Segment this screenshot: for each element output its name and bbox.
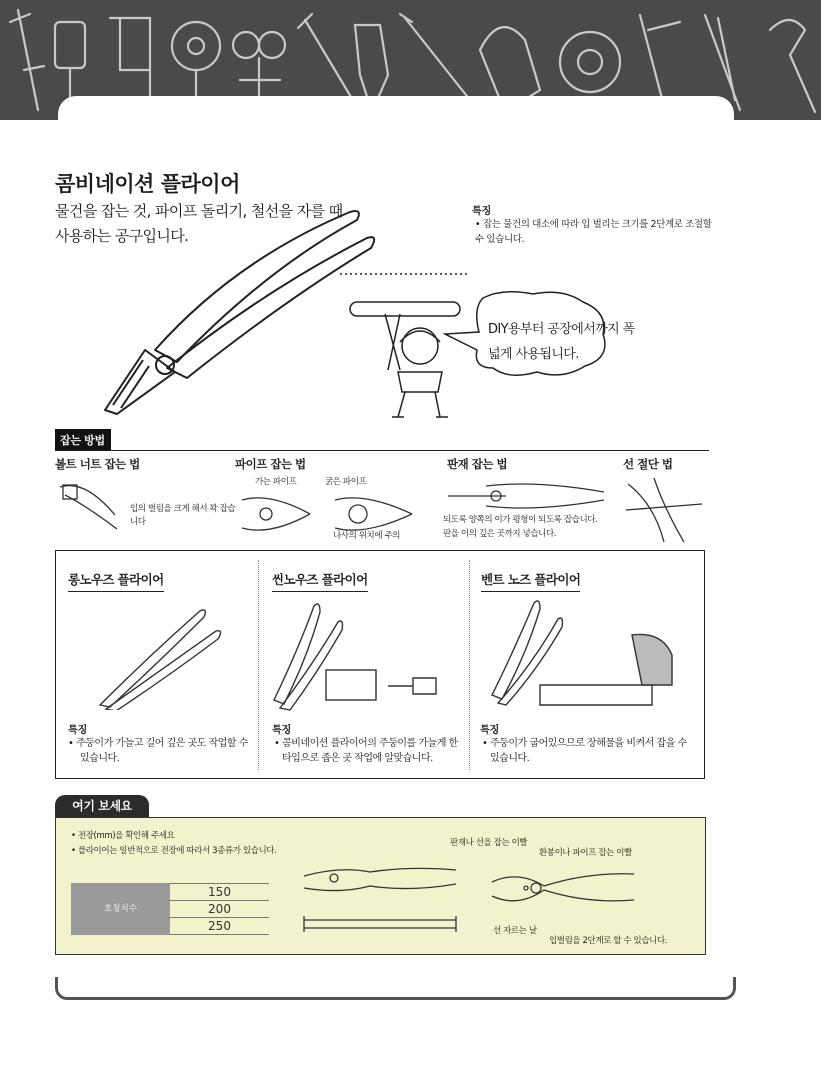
type-thinnose-bullet: •	[274, 738, 280, 749]
banner-card	[58, 96, 734, 136]
size-value-250: 250	[170, 918, 269, 935]
type-bentnose-desc	[482, 736, 702, 766]
methods-badge: 잡는 방법	[55, 429, 111, 451]
bentnose-plier-illustration	[482, 595, 682, 715]
type-longnose-title: 롱노우즈 플라이어	[68, 570, 164, 592]
callout-round-pipe: 환봉이나 파이프 잡는 이빨	[539, 848, 632, 858]
type-longnose-desc-1: 주둥이가 가늘고 길어 깊은 곳도 작업할 수	[76, 738, 248, 749]
plate-grip-illustration	[446, 478, 606, 514]
method-wire-title: 선 절단 법	[623, 457, 673, 471]
size-table	[71, 883, 269, 935]
type-thinnose-desc-2: 타입으로 좁은 곳 작업에 알맞습니다.	[282, 753, 433, 764]
method-bolt-title: 볼트 너트 잡는 법	[55, 457, 140, 471]
bubble-text: DIY용부터 공장에서까지 폭넓게 사용됩니다.	[488, 322, 635, 362]
type-bentnose-bullet: •	[482, 738, 488, 749]
type-longnose-bullet: •	[68, 738, 74, 749]
type-bentnose-title: 벤트 노즈 플라이어	[481, 570, 580, 592]
wire-cut-illustration	[624, 474, 704, 544]
type-longnose-feature-title: 특징	[68, 725, 88, 736]
method-plate-note-2: 판을 이의 깊은 곳까지 넣습니다.	[443, 529, 557, 539]
feature-text	[475, 217, 720, 247]
feature-bullet: •	[475, 219, 481, 230]
page-subtitle: 물건을 잡는 것, 파이프 돌리기, 철선을 자를 때 사용하는 공구입니다.	[55, 202, 343, 245]
feature-title: 특징	[472, 206, 492, 217]
methods-divider	[55, 450, 709, 451]
method-bolt-note: 입의 벌림을 크게 해서 꽉 잡습니다	[130, 504, 236, 527]
footer-frame	[55, 977, 736, 1000]
callout-cutter: 선 자르는 날	[493, 926, 537, 936]
plier-length-illustration	[300, 862, 460, 937]
type-bentnose-desc-2: 있습니다.	[490, 753, 530, 764]
size-label: 호칭치수	[71, 883, 170, 935]
look-here-note-2: • 플라이어는 일반적으로 전장에 따라서 3종류가 있습니다.	[71, 846, 277, 856]
callout-plate-wire: 판재나 선을 잡는 이빨	[450, 838, 528, 848]
method-plate-title: 판재 잡는 법	[447, 457, 508, 471]
longnose-plier-illustration	[90, 605, 225, 710]
types-separator	[258, 560, 259, 770]
method-pipe-title: 파이프 잡는 법	[235, 457, 306, 471]
type-bentnose-desc-1: 주둥이가 굽어있으므로 장해물을 비켜서 잡을 수	[490, 738, 687, 749]
method-pipe-thin-label: 가는 파이프	[255, 477, 297, 487]
type-longnose-desc-2: 있습니다.	[80, 753, 120, 764]
callout-two-step: 입벌림을 2단계로 할 수 있습니다.	[549, 936, 668, 946]
types-separator	[469, 560, 470, 770]
size-value-150: 150	[170, 884, 269, 901]
type-thinnose-feature-title: 특징	[272, 725, 292, 736]
plier-parts-illustration	[488, 860, 638, 920]
method-pipe-note: 나사의 위치에 주의	[333, 531, 401, 541]
look-here-tab: 여기 보세요	[55, 795, 149, 818]
method-pipe-thick-label: 굵은 파이프	[325, 477, 367, 487]
bolt-grip-illustration	[55, 475, 125, 545]
thinnose-plier-illustration	[268, 600, 443, 715]
page-title: 콤비네이션 플라이어	[55, 172, 240, 196]
type-longnose-desc	[68, 736, 258, 766]
type-thinnose-desc	[274, 736, 469, 766]
type-bentnose-feature-title: 특징	[480, 725, 500, 736]
size-value-200: 200	[170, 901, 269, 918]
method-plate-note-1: 되도록 양쪽의 이가 평형이 되도록 잡습니다.	[443, 515, 598, 525]
type-thinnose-desc-1: 콤비네이션 플라이어의 주둥이를 가늘게 한	[282, 738, 458, 749]
feature-desc: 잡는 물건의 대소에 따라 입 벌리는 크기를 2단계로 조절할 수 있습니다.	[475, 219, 712, 245]
type-thinnose-title: 씬노우즈 플라이어	[272, 570, 368, 592]
look-here-note-1: • 전장(mm)을 확인해 주세요	[71, 831, 175, 841]
